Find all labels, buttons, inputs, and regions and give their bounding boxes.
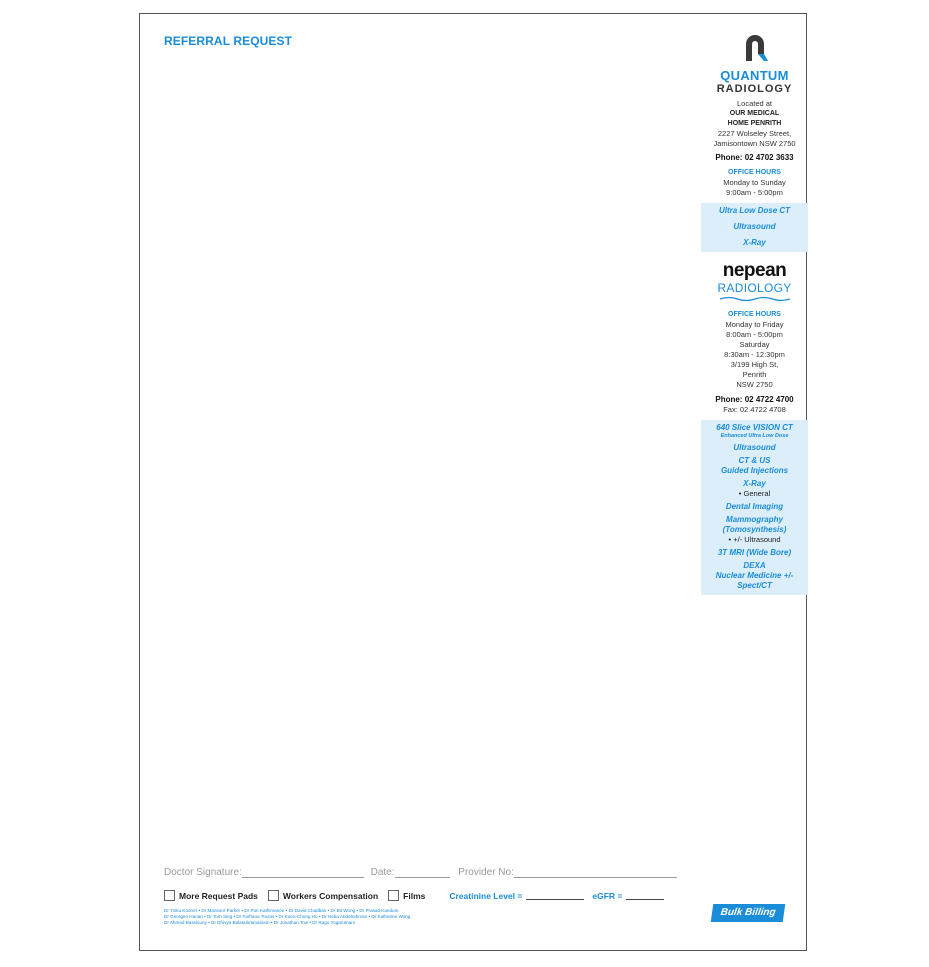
nepean-hours-line: Monday to Friday [725, 320, 784, 329]
options-row [164, 890, 668, 901]
quantum-location-line1: OUR MEDICAL [729, 110, 780, 117]
workers-compensation-label: Workers Compensation [282, 890, 379, 901]
nepean-service-xray-sub: • General [738, 489, 771, 498]
doctor-signature-label: Doctor Signature: [164, 867, 242, 878]
nepean-hours-line: 8:30am - 12:30pm [724, 350, 785, 359]
nepean-service-dental: Dental Imaging [725, 502, 784, 511]
nepean-service-nuclear: Nuclear Medicine +/- [715, 571, 794, 580]
quantum-subname: RADIOLOGY [716, 83, 793, 95]
nepean-subname: RADIOLOGY [717, 281, 792, 295]
doctors-line: Dr Georgen Hanan • Dr Tom Sing • Dr Farhana Younis • Dr Kuen-Chong Ho • Dr Heba Abdelrahman • Dr Katherine Wong [164, 914, 411, 920]
nepean-address-line: 3/199 High St, [730, 360, 779, 369]
quantum-hours-line1: Monday to Sunday [723, 178, 786, 187]
nepean-hours-line: 8:00am - 5:00pm [726, 330, 783, 339]
nepean-fax: Fax: 02 4722 4708 [723, 405, 786, 414]
nepean-address-line: Penrith [742, 370, 767, 379]
egfr-field[interactable] [626, 891, 664, 900]
nepean-wave-icon [720, 296, 790, 302]
quantum-hours-line2: 9:00am - 5:00pm [726, 188, 783, 197]
quantum-address-line2: Jamisontown NSW 2750 [713, 139, 796, 148]
more-request-pads-label: More Request Pads [179, 890, 258, 901]
nepean-service-mammo-sub: • +/- Ultrasound [728, 535, 781, 544]
creatinine-field[interactable] [526, 891, 584, 900]
nepean-services-box [701, 420, 808, 595]
films-checkbox[interactable] [388, 890, 399, 901]
nepean-service-nuclear-line2: Spect/CT [737, 581, 772, 590]
quantum-address-line1: 2227 Wolseley Street, [717, 129, 792, 138]
nepean-service-mammo-line2: (Tomosynthesis) [722, 525, 787, 534]
provider-no-label: Provider No: [458, 867, 514, 878]
form-title: REFERRAL REQUEST [164, 34, 293, 48]
nepean-service-xray: X-Ray [743, 479, 766, 488]
date-label: Date: [370, 867, 395, 878]
workers-compensation-checkbox[interactable] [268, 890, 279, 901]
doctor-signature-field[interactable] [242, 867, 364, 878]
nepean-address-line: NSW 2750 [736, 380, 773, 389]
nepean-service-dexa: DEXA [743, 561, 766, 570]
signature-line [164, 867, 677, 878]
films-label: Films [403, 890, 426, 901]
doctors-list [164, 908, 410, 927]
nepean-phone: Phone: 02 4722 4700 [715, 395, 794, 404]
creatinine-label: Creatinine Level = [449, 890, 523, 901]
nepean-service-mammo: Mammography [726, 515, 783, 524]
quantum-service-item: Ultra Low Dose CT [718, 206, 791, 215]
quantum-service-item: Ultrasound [733, 222, 776, 231]
date-field[interactable] [395, 867, 450, 878]
nepean-service-ct-sub: Enhanced Ultra Low Dose [720, 433, 789, 439]
doctors-line: Dr Ahmed Bassiouny • Dr Dhivya Balasubramaniam • Dr Jonathan Tow • Dr Ragu Yogarutnam [164, 920, 356, 926]
nepean-service-ct-us-line2: Guided Injections [720, 466, 789, 475]
nepean-service-mri: 3T MRI (Wide Bore) [717, 548, 792, 557]
practice-sidebar [701, 32, 808, 595]
nepean-name: nepean [722, 260, 787, 281]
quantum-phone: Phone: 02 4702 3633 [715, 153, 794, 162]
nepean-service-ct: 640 Slice VISION CT [716, 423, 793, 432]
quantum-logo-icon [740, 32, 770, 62]
quantum-location-line2: HOME PENRITH [727, 120, 782, 127]
nepean-service-ct-us: CT & US [738, 456, 771, 465]
quantum-service-item: X-Ray [743, 238, 766, 247]
nepean-office-hours-label: OFFICE HOURS [728, 311, 781, 318]
quantum-services-box [701, 203, 808, 252]
egfr-label: eGFR = [592, 890, 623, 901]
nepean-service-ultrasound: Ultrasound [733, 443, 776, 452]
doctors-line: Dr Tinku Kooner • Dr Mansoor Parker • Dr Pun Kathirvanee • Dr David Chadban • Dr Bit Wong • Dr Prasad Kandum [164, 908, 399, 913]
quantum-located-at: Located at [736, 99, 773, 108]
bulk-billing-badge: Bulk Billing [711, 904, 786, 922]
quantum-name: QUANTUM [720, 68, 789, 83]
quantum-office-hours-label: OFFICE HOURS [728, 169, 781, 176]
more-request-pads-checkbox[interactable] [164, 890, 175, 901]
referral-form-page [139, 13, 807, 951]
nepean-hours-line: Saturday [739, 340, 770, 349]
provider-no-field[interactable] [514, 867, 677, 878]
